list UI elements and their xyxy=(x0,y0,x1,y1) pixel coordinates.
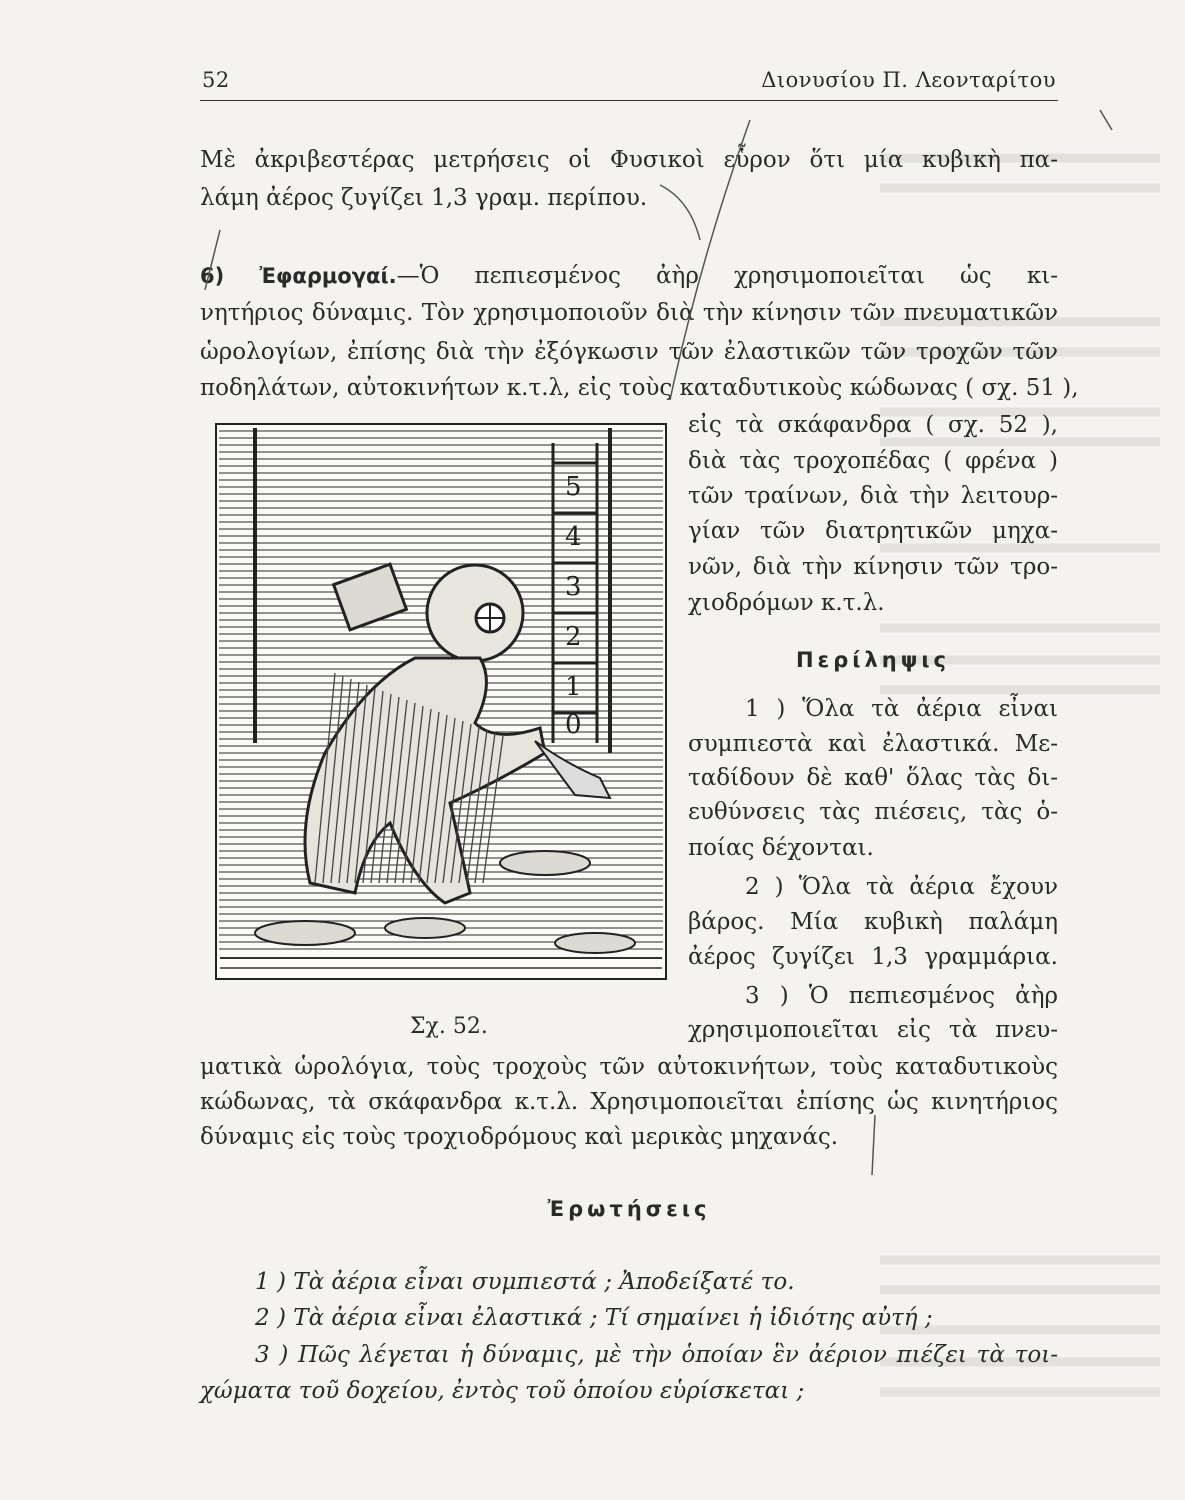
ladder-glyph-5: 1 xyxy=(565,672,582,702)
ladder-glyph-4: 2 xyxy=(565,622,582,652)
summary-item1-line-4: ευθύνσεις τὰς πιέσεις, τὰς ὁ- xyxy=(688,799,1058,825)
intro-line-1: Μὲ ἀκριβεστέρας μετρήσεις οἱ Φυσικοὶ εὗρον ὅτι μία κυβικὴ πα- xyxy=(200,147,1058,173)
ladder-glyph-2: 4 xyxy=(565,522,582,552)
question-1: 1 ) Τὰ ἀέρια εἶναι συμπιεστά ; Ἀποδείξατέ το. xyxy=(255,1269,795,1295)
figure-caption: Σχ. 52. xyxy=(410,1014,488,1039)
summary-heading: Περίληψις xyxy=(795,648,951,672)
ladder-glyph-6: 0 xyxy=(565,710,582,740)
ladder-glyph-1: 5 xyxy=(565,472,582,502)
column-line-4: γίαν τῶν διατρητικῶν μηχα- xyxy=(688,518,1058,544)
column-line-2: διὰ τὰς τροχοπέδας ( φρένα ) xyxy=(688,448,1058,474)
summary-item3-line-1: 3 ) Ὁ πεπιεσμένος ἀὴρ xyxy=(745,983,1058,1009)
question-2: 2 ) Τὰ ἀέρια εἶναι ἐλαστικά ; Τί σημαίνει ἡ ἰδιότης αὐτή ; xyxy=(255,1305,933,1331)
section6-heading: 6) Ἐφαρμογαί. xyxy=(200,264,397,288)
page-number: 52 xyxy=(202,68,230,92)
column-line-3: τῶν τραίνων, διὰ τὴν λειτουρ- xyxy=(688,483,1058,509)
running-header xyxy=(200,66,1058,101)
column-line-5: νῶν, διὰ τὴν κίνησιν τῶν τρο- xyxy=(688,554,1058,580)
summary-item2-line-1: 2 ) Ὅλα τὰ ἀέρια ἔχουν xyxy=(745,874,1058,900)
diver-figure xyxy=(215,423,667,980)
questions-heading: Ἐρωτήσεις xyxy=(547,1197,711,1221)
summary-item3-line-2: χρησιμοποιεῖται εἰς τὰ πνευ- xyxy=(688,1017,1058,1043)
ladder-glyph-3: 3 xyxy=(565,572,582,602)
section6-line-4: ποδηλάτων, αὐτοκινήτων κ.τ.λ, εἰς τοὺς καταδυτικοὺς κώδωνας ( σχ. 51 ), xyxy=(200,375,1079,401)
column-line-1: εἰς τὰ σκάφανδρα ( σχ. 52 ), xyxy=(688,412,1058,438)
question-3-line-2: χώματα τοῦ δοχείου, ἐντὸς τοῦ ὁποίου εὑρίσκεται ; xyxy=(200,1378,805,1404)
summary-item3-line-4: κώδωνας, τὰ σκάφανδρα κ.τ.λ. Χρησιμοποιεῖται ἐπίσης ὡς κινητήριος xyxy=(200,1089,1058,1115)
column-line-6: χιοδρόμων κ.τ.λ. xyxy=(688,590,885,616)
question-3-line-1: 3 ) Πῶς λέγεται ἡ δύναμις, μὲ τὴν ὁποίαν ἓν ἀέριον πιέζει τὰ τοι- xyxy=(255,1342,1058,1368)
summary-item1-line-5: ποίας δέχονται. xyxy=(688,835,874,861)
summary-item2-line-3: ἀέρος ζυγίζει 1,3 γραμμάρια. xyxy=(688,944,1058,970)
intro-line-2: λάμη ἀέρος ζυγίζει 1,3 γραμ. περίπου. xyxy=(200,185,648,211)
section6-line-3: ὡρολογίων, ἐπίσης διὰ τὴν ἐξόγκωσιν τῶν ἐλαστικῶν τῶν τροχῶν τῶν xyxy=(200,339,1058,365)
summary-item3-line-5: δύναμις εἰς τοὺς τροχιοδρόμους καὶ μερικὰς μηχανάς. xyxy=(200,1124,839,1150)
running-title: Διονυσίου Π. Λεονταρίτου xyxy=(761,68,1056,92)
section6-line-2: νητήριος δύναμις. Τὸν χρησιμοποιοῦν διὰ τὴν κίνησιν τῶν πνευματικῶν xyxy=(200,300,1058,326)
summary-item3-line-3: ματικὰ ὡρολόγια, τοὺς τροχοὺς τῶν αὐτοκινήτων, τοὺς καταδυτικοὺς xyxy=(200,1054,1058,1080)
section6-line1-text: —Ὁ πεπιεσμένος ἀὴρ χρησιμοποιεῖται ὡς κι- xyxy=(396,263,1058,289)
summary-item2-line-2: βάρος. Μία κυβικὴ παλάμη xyxy=(688,909,1058,935)
section6-line-1 xyxy=(200,261,1058,291)
summary-item1-line-2: συμπιεστὰ καὶ ἐλαστικά. Με- xyxy=(688,731,1058,757)
summary-item1-line-1: 1 ) Ὅλα τὰ ἀέρια εἶναι xyxy=(745,696,1058,722)
summary-item1-line-3: ταδίδουν δὲ καθ' ὅλας τὰς δι- xyxy=(688,765,1058,791)
